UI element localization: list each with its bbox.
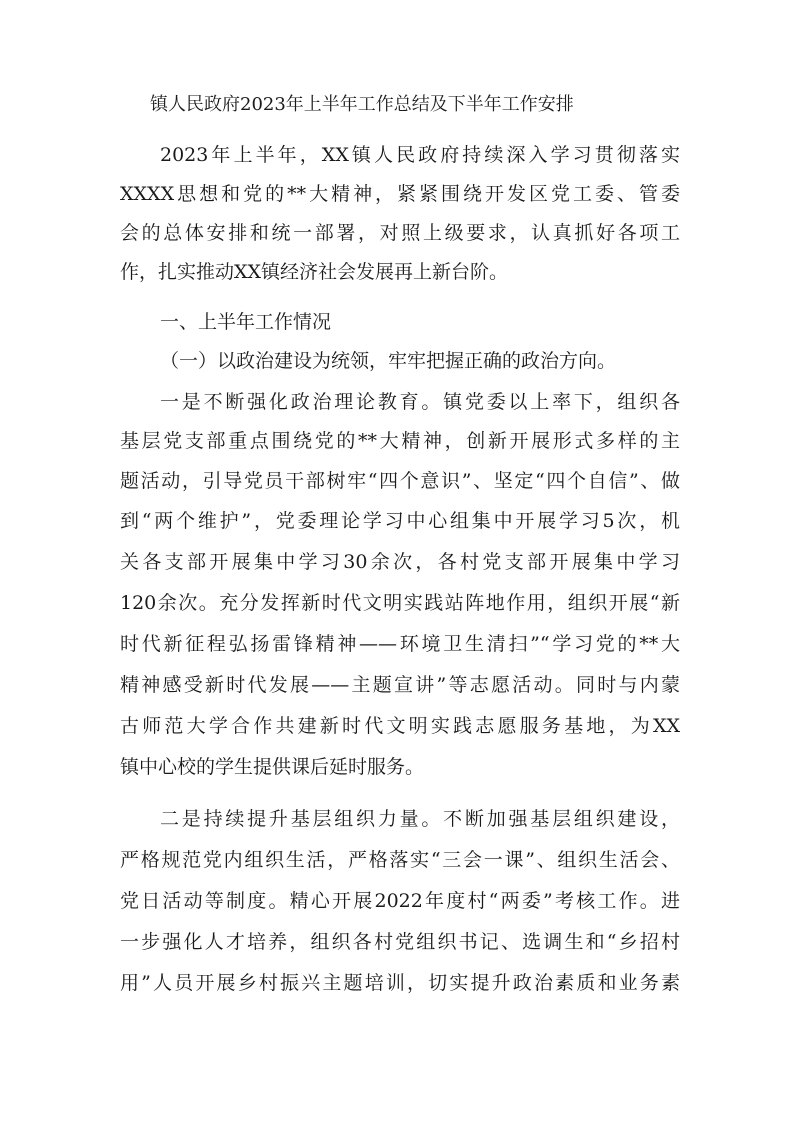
- paragraph-line: 镇中心校的学生提供课后延时服务。: [120, 756, 425, 778]
- intro-line: XXXX思想和党的**大精神，紧紧围绕开发区党工委、管委: [120, 183, 680, 205]
- paragraph-line: 到“两个维护”，党委理论学习中心组集中开展学习5次，机: [120, 510, 680, 532]
- paragraph-line: 古师范大学合作共建新时代文明实践志愿服务基地，为XX: [120, 715, 680, 737]
- paragraph-line: 时代新征程弘扬雷锋精神——环境卫生清扫”“学习党的**大: [120, 633, 680, 655]
- intro-line: 2023年上半年，XX镇人民政府持续深入学习贯彻落实: [160, 144, 680, 166]
- paragraph-line: 题活动，引导党员干部树牢“四个意识”、坚定“四个自信”、做: [120, 470, 680, 492]
- subsection-heading: （一）以政治建设为统领，牢牢把握正确的政治方向。: [160, 350, 617, 372]
- section-heading: 一、上半年工作情况: [160, 311, 332, 333]
- paragraph-line: 精神感受新时代发展——主题宣讲”等志愿活动。同时与内蒙: [120, 674, 680, 696]
- paragraph-line: 二是持续提升基层组织力量。不断加强基层组织建设，: [160, 808, 680, 830]
- paragraph-line: 严格规范党内组织生活，严格落实“三会一课”、组织生活会、: [120, 849, 680, 871]
- intro-line: 会的总体安排和统一部署，对照上级要求，认真抓好各项工: [120, 222, 680, 244]
- paragraph-line: 关各支部开展集中学习30余次，各村党支部开展集中学习: [120, 551, 680, 573]
- intro-line: 作，扎实推动XX镇经济社会发展再上新台阶。: [120, 261, 509, 283]
- paragraph-line: 一是不断强化政治理论教育。镇党委以上率下，组织各: [160, 391, 680, 413]
- paragraph-line: 用”人员开展乡村振兴主题培训，切实提升政治素质和业务素: [120, 972, 680, 994]
- paragraph-line: 基层党支部重点围绕党的**大精神，创新开展形式多样的主: [120, 430, 680, 452]
- document-title: 镇人民政府2023年上半年工作总结及下半年工作安排: [150, 94, 574, 115]
- paragraph-line: 一步强化人才培养，组织各村党组织书记、选调生和“乡招村: [120, 931, 680, 953]
- paragraph-line: 党日活动等制度。精心开展2022年度村“两委”考核工作。进: [120, 890, 680, 912]
- paragraph-line: 120余次。充分发挥新时代文明实践站阵地作用，组织开展“新: [120, 592, 680, 614]
